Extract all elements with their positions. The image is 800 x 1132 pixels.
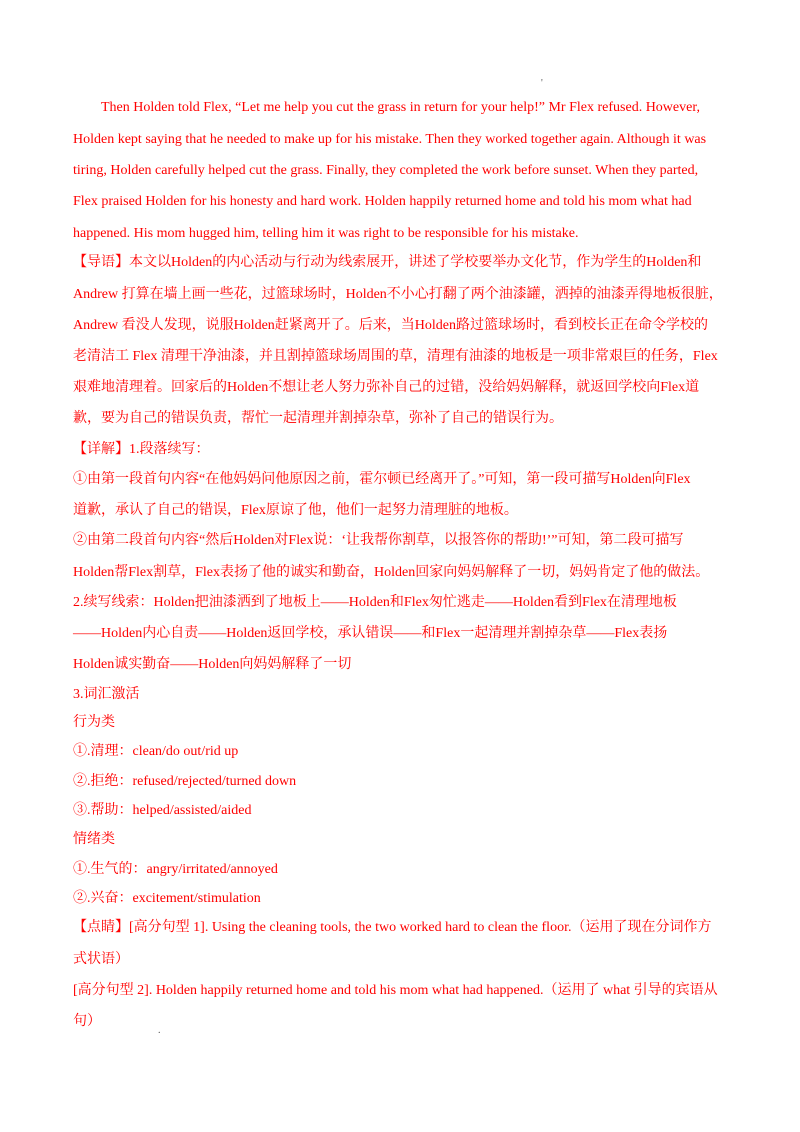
tips-line: [高分句型 2]. Holden happily returned home and told his mom what had happened.（运用了 what 引导的宾语从 xyxy=(73,983,718,998)
guide-line: 歉，要为自己的错误负责，帮忙一起清理并割掉杂草，弥补了自己的错误行为。 xyxy=(73,411,563,426)
guide-line: 【导语】本文以Holden的内心活动与行动为线索展开，讲述了学校要举办文化节，作为学生的Holden和 xyxy=(73,255,702,270)
passage-line: happened. His mom hugged him, telling him it was right to be responsible for his mistake. xyxy=(73,226,579,241)
guide-line: 老清洁工 Flex 清理干净油漆，并且割掉篮球场周围的草，清理有油漆的地板是一项非常艰巨的任务，Flex xyxy=(73,349,718,364)
vocab-item: ①.生气的：angry/irritated/annoyed xyxy=(73,862,278,877)
tips-line: 【点睛】[高分句型 1]. Using the cleaning tools, the two worked hard to clean the floor.（运用了现在分词作方 xyxy=(73,920,712,935)
detail-line: ②由第二段首句内容“然后Holden对Flex说：‘让我帮你割草，以报答你的帮助!’”可知，第二段可描写 xyxy=(73,533,684,548)
vocab-item: ②.兴奋：excitement/stimulation xyxy=(73,891,261,906)
guide-line: Andrew 看没人发现，说服Holden赶紧离开了。后来，当Holden路过篮球场时，看到校长正在命令学校的 xyxy=(73,318,709,333)
vocab-item: ①.清理：clean/do out/rid up xyxy=(73,744,239,759)
guide-line: 艰难地清理着。回家后的Holden不想让老人努力弥补自己的过错，没给妈妈解释，就返回学校向Flex道 xyxy=(73,380,700,395)
vocab-heading: 3.词汇激活 xyxy=(73,687,140,702)
vocab-item: ③.帮助：helped/assisted/aided xyxy=(73,803,252,818)
passage-line: tiring, Holden carefully helped cut the grass. Finally, they completed the work before sunset. When they parted, xyxy=(73,163,699,178)
detail-line: ——Holden内心自责——Holden返回学校，承认错误——和Flex一起清理并割掉杂草——Flex表扬 xyxy=(73,626,668,641)
top-mark: ' xyxy=(541,78,543,89)
vocab-category: 情绪类 xyxy=(73,832,115,847)
detail-line: 道歉，承认了自己的错误，Flex原谅了他，他们一起努力清理脏的地板。 xyxy=(73,503,518,518)
tips-line: 句） xyxy=(73,1014,101,1029)
detail-line: 2.续写线索：Holden把油漆洒到了地板上——Holden和Flex匆忙逃走——Holden看到Flex在清理地板 xyxy=(73,595,677,610)
vocab-item: ②.拒绝：refused/rejected/turned down xyxy=(73,774,297,789)
passage-line: Then Holden told Flex, “Let me help you cut the grass in return for your help!” Mr Flex refused. However, xyxy=(101,100,700,115)
guide-line: Andrew 打算在墙上画一些花，过篮球场时，Holden不小心打翻了两个油漆罐，洒掉的油漆弄得地板很脏， xyxy=(73,287,723,302)
bottom-mark: . xyxy=(158,1025,161,1036)
passage-line: Holden kept saying that he needed to make up for his mistake. Then they worked together again. Although it was xyxy=(73,132,707,147)
vocab-category: 行为类 xyxy=(73,715,115,730)
detail-line: Holden诚实勤奋——Holden向妈妈解释了一切 xyxy=(73,657,352,672)
tips-line: 式状语） xyxy=(73,952,129,967)
detail-line: Holden帮Flex割草，Flex表扬了他的诚实和勤奋，Holden回家向妈妈解释了一切，妈妈肯定了他的做法。 xyxy=(73,565,710,580)
detail-line: ①由第一段首句内容“在他妈妈问他原因之前，霍尔顿已经离开了。”可知，第一段可描写Holden向Flex xyxy=(73,472,691,487)
passage-line: Flex praised Holden for his honesty and hard work. Holden happily returned home and told his mom what had xyxy=(73,194,692,209)
detail-heading: 【详解】1.段落续写： xyxy=(73,442,210,457)
